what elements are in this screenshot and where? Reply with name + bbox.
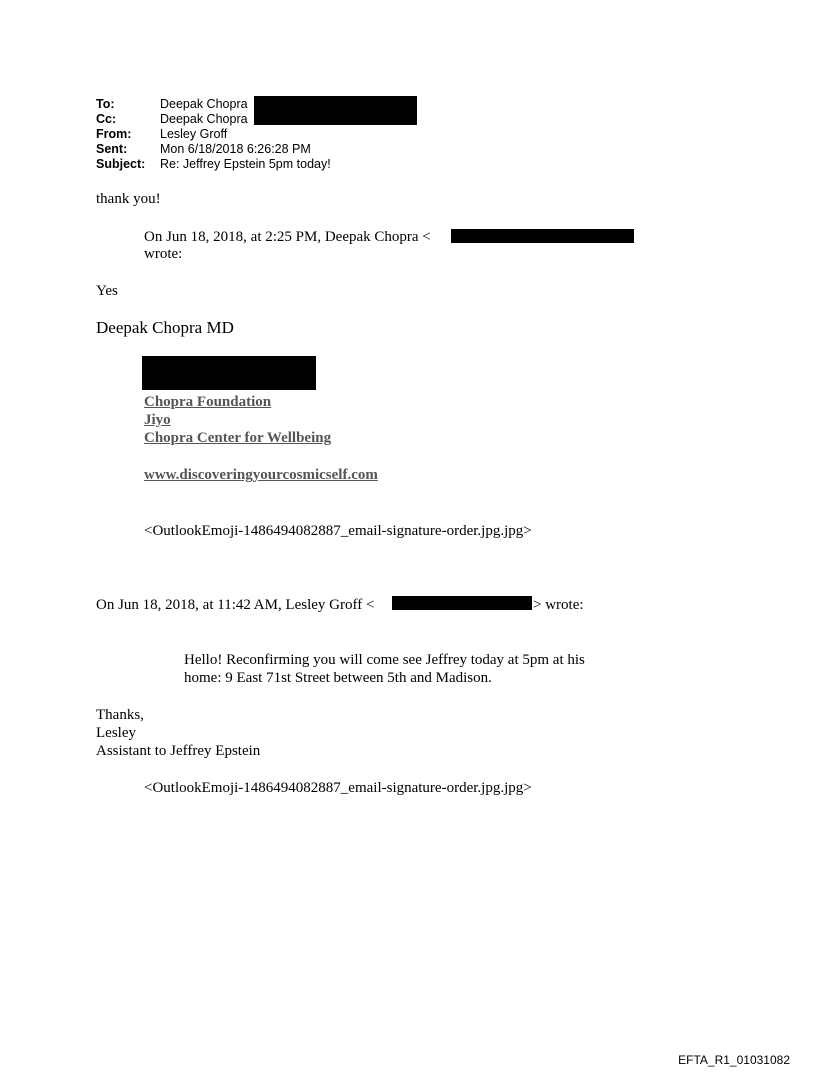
redaction-block [392, 596, 532, 610]
subject-value: Re: Jeffrey Epstein 5pm today! [160, 157, 331, 171]
quote1-intro [144, 228, 431, 246]
quote2-intro: On Jun 18, 2018, at 11:42 AM, Lesley Groff < [96, 597, 375, 613]
quote1-intro-text: On Jun 18, 2018, at 2:25 PM, Deepak Chopra < [144, 229, 431, 245]
from-row [96, 127, 331, 142]
reply-text: thank you! [96, 191, 161, 207]
sender-name: Lesley [96, 725, 136, 741]
document-id: EFTA_R1_01031082 [678, 1053, 790, 1067]
subject-row [96, 157, 331, 172]
quote1-wrote: wrote: [144, 246, 183, 262]
cc-value: Deepak Chopra [160, 112, 248, 126]
subject-label: Subject: [96, 157, 146, 171]
redaction-block [254, 96, 417, 125]
link-chopra-foundation[interactable]: Chopra Foundation [144, 394, 272, 410]
quote2-wrote: > wrote: [533, 597, 584, 613]
to-label: To: [96, 97, 115, 111]
sent-value: Mon 6/18/2018 6:26:28 PM [160, 142, 311, 156]
redaction-block [451, 229, 634, 243]
message-line-1: Hello! Reconfirming you will come see Jeffrey today at 5pm at his [184, 652, 585, 668]
yes-text: Yes [96, 283, 118, 299]
signature-name: Deepak Chopra MD [96, 318, 234, 337]
link-chopra-center[interactable]: Chopra Center for Wellbeing [144, 430, 332, 446]
message-line-2: home: 9 East 71st Street between 5th and Madison. [184, 670, 492, 686]
attachment-1: <OutlookEmoji-1486494082887_email-signature-order.jpg.jpg> [144, 523, 532, 539]
link-website[interactable]: www.discoveringyourcosmicself.com [144, 467, 378, 483]
to-value: Deepak Chopra [160, 97, 248, 111]
link-jiyo[interactable]: Jiyo [144, 412, 171, 428]
thanks-text: Thanks, [96, 707, 144, 723]
attachment-2: <OutlookEmoji-1486494082887_email-signature-order.jpg.jpg> [144, 780, 532, 796]
from-label: From: [96, 127, 132, 141]
sender-title: Assistant to Jeffrey Epstein [96, 743, 261, 759]
from-value: Lesley Groff [160, 127, 228, 141]
redaction-block [142, 356, 316, 390]
sent-row [96, 142, 331, 157]
cc-label: Cc: [96, 112, 117, 126]
sent-label: Sent: [96, 142, 128, 156]
